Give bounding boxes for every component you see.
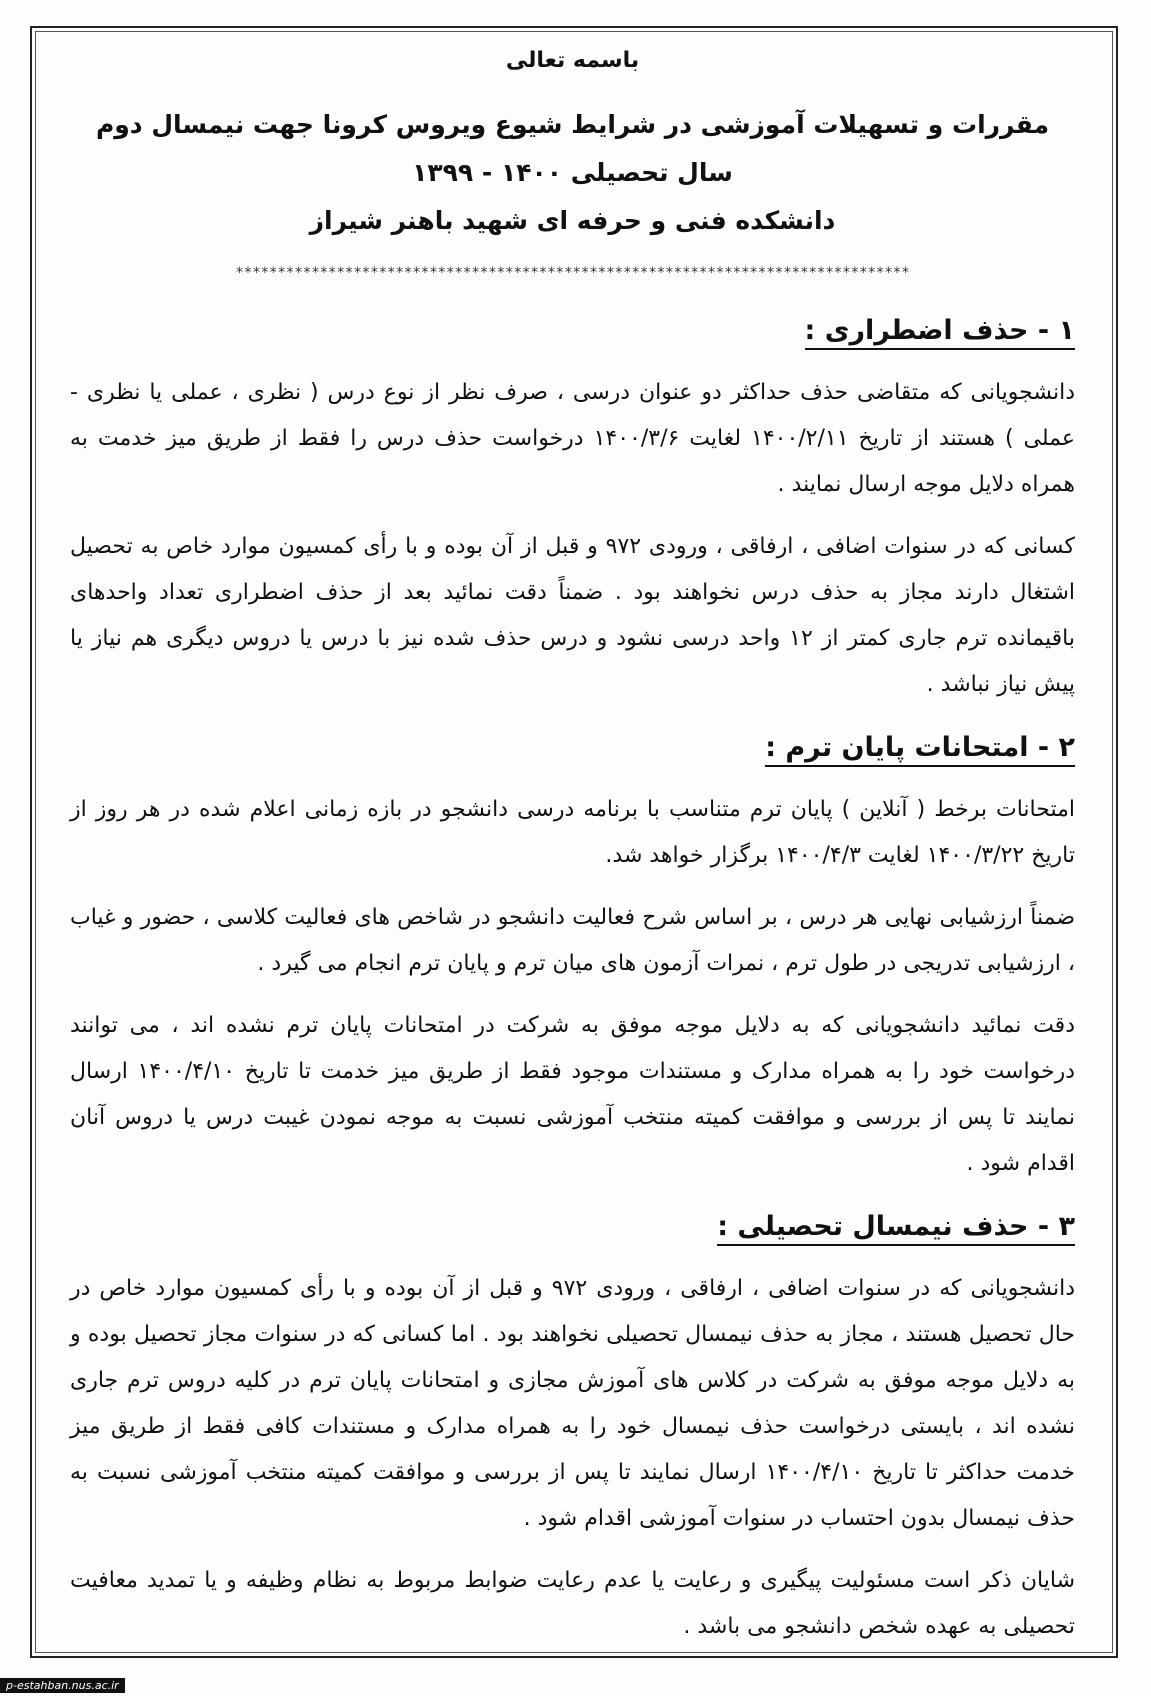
site-watermark-link[interactable]: p-estahban.nus.ac.ir <box>0 1678 125 1693</box>
paragraph: دانشجویانی که متقاضی حذف حداکثر دو عنوان درسی ، صرف نظر از نوع درس ( نظری ، عملی یا نظری - عملی ) هستند از تاریخ ۱۴۰۰/۲/۱۱ لغایت ۱۴۰۰/۳/۶ درخواست حذف درس را فقط از طریق میز خدمت به همراه دلایل موجه ارسال نمایند . <box>70 380 1075 497</box>
document-body <box>70 42 1075 1666</box>
section-emergency-drop <box>70 307 1075 708</box>
section-heading: ۲ - امتحانات پایان ترم : <box>765 732 1075 767</box>
paragraph: ضمناً ارزشیابی نهایی هر درس ، بر اساس شرح فعالیت دانشجو در شاخص های فعالیت کلاسی ، حضور و غیاب ، ارزشیابی تدریجی در طول ترم ، نمرات آزمون های میان ترم و پایان ترم انجام می گیرد . <box>70 905 1075 976</box>
section-heading: ۱ - حذف اضطراری : <box>805 315 1076 350</box>
paragraph: امتحانات برخط ( آنلاین ) پایان ترم متناسب با برنامه درسی دانشجو در بازه زمانی اعلام شده در هر روز از تاریخ ۱۴۰۰/۳/۲۲ لغایت ۱۴۰۰/۴/۳ برگزار خواهد شد. <box>70 797 1075 868</box>
document-title-line2: دانشکده فنی و حرفه ای شهید باهنر شیراز <box>309 206 836 235</box>
section-final-exams <box>70 724 1075 1187</box>
section-heading: ۳ - حذف نیمسال تحصیلی : <box>717 1211 1075 1246</box>
separator-line: ******************************************************************************** <box>235 265 910 281</box>
paragraph: دانشجویانی که در سنوات اضافی ، ارفاقی ، ورودی ۹۷۲ و قبل از آن بوده و با رأی کمسیون موارد خاص در حال تحصیل هستند ، مجاز به حذف نیمسال تحصیلی نخواهند بود . اما کسانی که در سنوات مجاز تحصیل بوده و به دلایل موجه موفق به شرکت در کلاس های آموزش مجازی و امتحانات پایان ترم در کلیه دروس ترم جاری نشده اند ، بایستی درخواست حذف نیمسال خود را به همراه مدارک و مستندات کافی فقط از طریق میز خدمت حداکثر تا تاریخ ۱۴۰۰/۴/۱۰ ارسال نمایند تا پس از بررسی و موافقت کمیته منتخب آموزشی نسبت به حذف نیمسال بدون احتساب در سنوات آموزشی اقدام شود . <box>70 1276 1075 1531</box>
paragraph: دقت نمائید دانشجویانی که به دلایل موجه موفق به شرکت در امتحانات پایان ترم نشده اند ، می توانند درخواست خود را به همراه مدارک و مستندات موجود فقط از طریق میز خدمت تا تاریخ ۱۴۰۰/۴/۱۰ ارسال نمایند تا پس از بررسی و موافقت کمیته منتخب آموزشی نسبت به موجه نمودن غیبت درس یا دروس آنان اقدام شود . <box>70 1013 1075 1176</box>
document-title-line1: مقررات و تسهیلات آموزشی در شرایط شیوع ویروس کرونا جهت نیمسال دوم سال تحصیلی ۱۴۰۰ - ۱۳۹۹ <box>95 110 1050 187</box>
paragraph: شایان ذکر است مسئولیت پیگیری و رعایت یا عدم رعایت ضوابط مربوط به نظام وظیفه و یا تمدید معافیت تحصیلی به عهده شخص دانشجو می باشد . <box>70 1568 1075 1639</box>
bismillah-heading: باسمه تعالی <box>505 48 640 73</box>
paragraph: کسانی که در سنوات اضافی ، ارفاقی ، ورودی ۹۷۲ و قبل از آن بوده و با رأی کمسیون موارد خاص به تحصیل اشتغال دارند مجاز به حذف درس نخواهند بود . ضمناً دقت نمائید بعد از حذف اضطراری تعداد واحدهای باقیمانده ترم جاری کمتر از ۱۲ واحد درسی نشود و درس حذف شده نیز با درس یا دروس دیگری هم نیاز یا پیش نیاز نباشد . <box>70 534 1075 697</box>
section-semester-drop <box>70 1203 1075 1650</box>
